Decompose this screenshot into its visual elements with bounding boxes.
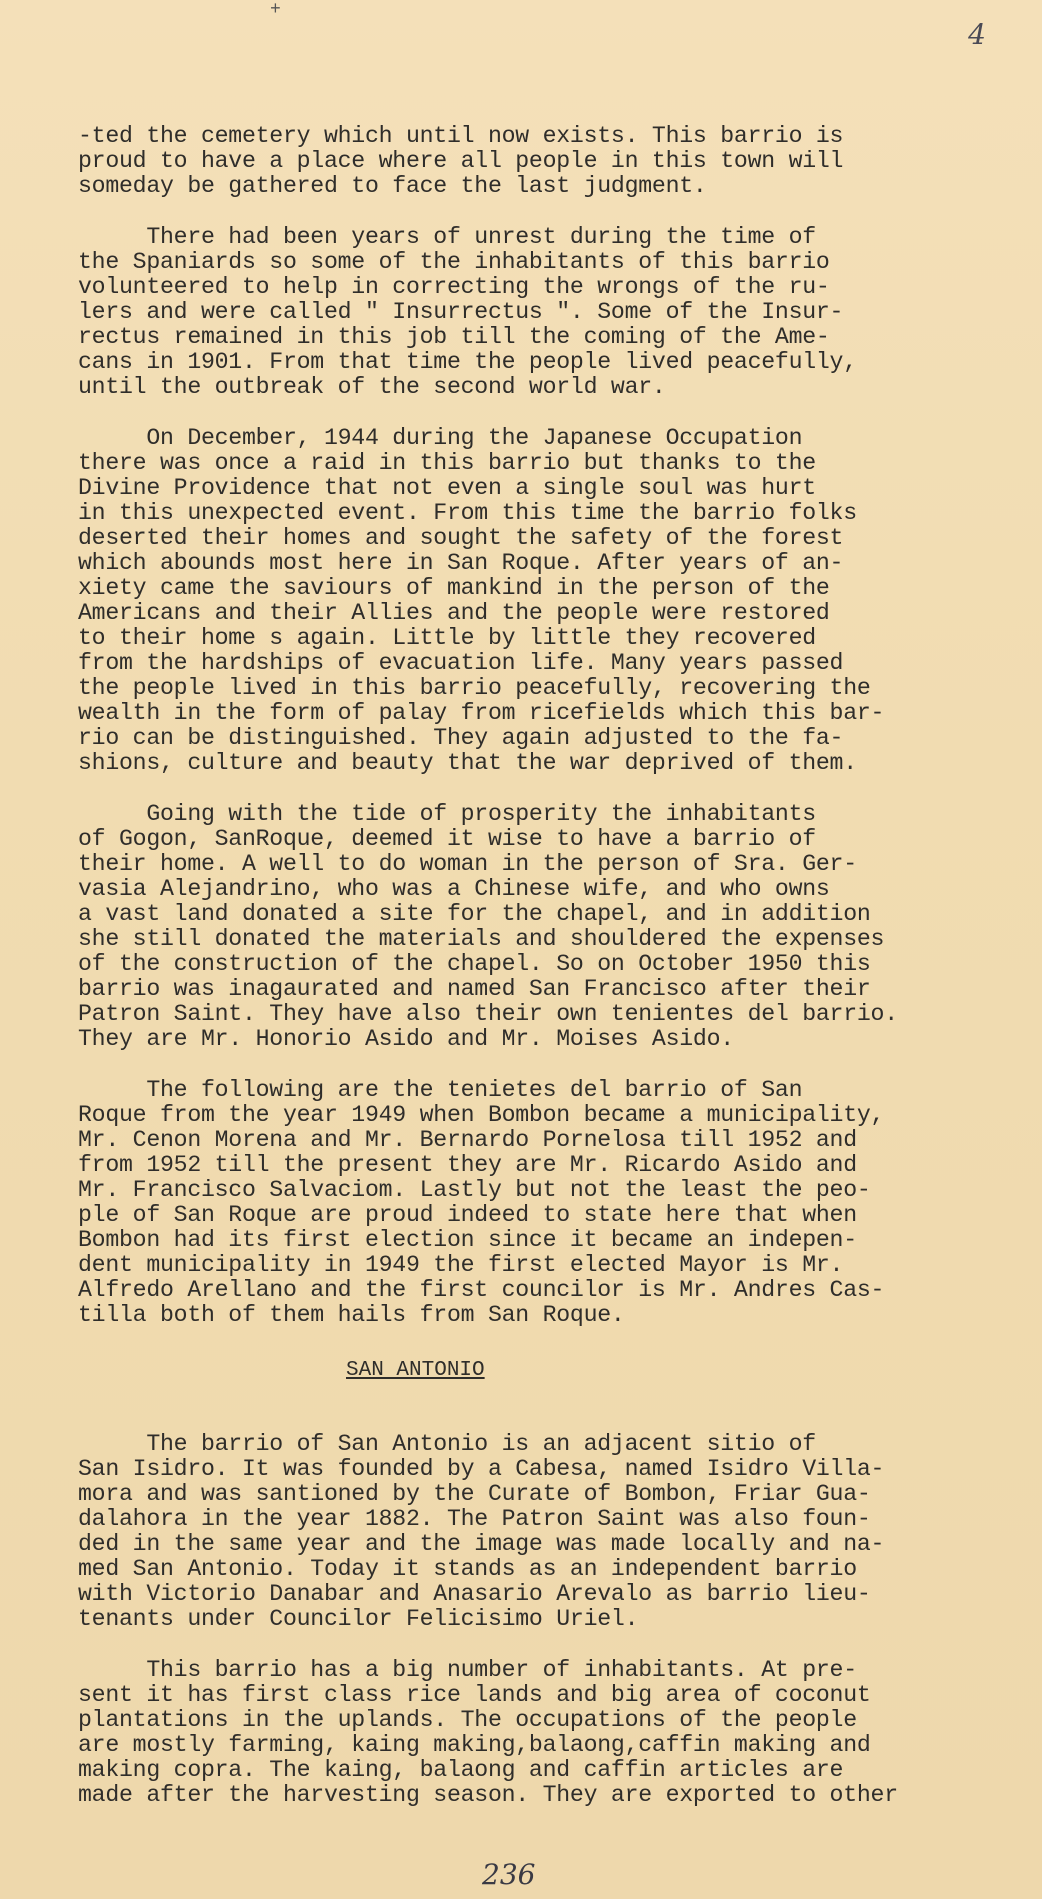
text-line: making copra. The kaing, balaong and caffin articles are bbox=[78, 1757, 844, 1783]
text-line: Mr. Cenon Morena and Mr. Bernardo Pornelosa till 1952 and bbox=[78, 1127, 857, 1153]
text-line: there was once a raid in this barrio but thanks to the bbox=[78, 450, 816, 476]
section-heading: SAN ANTONIO bbox=[346, 1359, 485, 1382]
text-line: the people lived in this barrio peacefully, recovering the bbox=[78, 675, 871, 701]
text-line: Going with the tide of prosperity the inhabitants bbox=[78, 801, 816, 827]
text-line: of the construction of the chapel. So on October 1950 this bbox=[78, 951, 871, 977]
text-line: cans in 1901. From that time the people lived peacefully, bbox=[78, 349, 857, 375]
text-line: Patron Saint. They have also their own tenientes del barrio. bbox=[78, 1001, 898, 1027]
text-line: mora and was santioned by the Curate of Bombon, Friar Gua- bbox=[78, 1481, 871, 1507]
text-line: dent municipality in 1949 the first elected Mayor is Mr. bbox=[78, 1252, 844, 1278]
text-line: proud to have a place where all people in this town will bbox=[78, 148, 844, 174]
top-margin-mark: + bbox=[270, 0, 281, 20]
paragraph-gap bbox=[78, 1052, 978, 1078]
text-line: Mr. Francisco Salvaciom. Lastly but not the least the peo- bbox=[78, 1177, 871, 1203]
text-line: until the outbreak of the second world war. bbox=[78, 374, 666, 400]
text-line: someday be gathered to face the last judgment. bbox=[78, 173, 707, 199]
text-line: There had been years of unrest during the time of bbox=[78, 224, 816, 250]
text-line: Alfredo Arellano and the first councilor is Mr. Andres Cas- bbox=[78, 1277, 885, 1303]
text-line: ple of San Roque are proud indeed to state here that when bbox=[78, 1202, 857, 1228]
text-line: tilla both of them hails from San Roque. bbox=[78, 1302, 625, 1328]
text-line: Bombon had its first election since it became an indepen- bbox=[78, 1227, 857, 1253]
text-line: San Isidro. It was founded by a Cabesa, named Isidro Villa- bbox=[78, 1456, 885, 1482]
paragraph-gap bbox=[78, 400, 978, 426]
text-line: sent it has first class rice lands and big area of coconut bbox=[78, 1682, 871, 1708]
text-line: -ted the cemetery which until now exists. This barrio is bbox=[78, 123, 844, 149]
page-number: 4 bbox=[968, 18, 986, 51]
paragraph bbox=[78, 802, 978, 1052]
text-line: barrio was inagaurated and named San Francisco after their bbox=[78, 976, 871, 1002]
text-line: On December, 1944 during the Japanese Occupation bbox=[78, 425, 803, 451]
document-body bbox=[78, 124, 978, 1808]
text-line: in this unexpected event. From this time the barrio folks bbox=[78, 500, 857, 526]
text-line: made after the harvesting season. They are exported to other bbox=[78, 1782, 898, 1808]
text-line: which abounds most here in San Roque. After years of an- bbox=[78, 550, 844, 576]
text-line: shions, culture and beauty that the war deprived of them. bbox=[78, 750, 857, 776]
text-line: They are Mr. Honorio Asido and Mr. Moises Asido. bbox=[78, 1026, 734, 1052]
paragraph-gap bbox=[78, 776, 978, 802]
text-line: volunteered to help in correcting the wrongs of the ru- bbox=[78, 274, 830, 300]
text-line: from 1952 till the present they are Mr. Ricardo Asido and bbox=[78, 1152, 857, 1178]
text-line: Roque from the year 1949 when Bombon became a municipality, bbox=[78, 1102, 885, 1128]
text-line: ded in the same year and the image was made locally and na- bbox=[78, 1531, 885, 1557]
text-line: the Spaniards so some of the inhabitants of this barrio bbox=[78, 249, 830, 275]
text-line: plantations in the uplands. The occupations of the people bbox=[78, 1707, 857, 1733]
text-line: Americans and their Allies and the people were restored bbox=[78, 600, 830, 626]
text-line: vasia Alejandrino, who was a Chinese wife, and who owns bbox=[78, 876, 830, 902]
text-line: tenants under Councilor Felicisimo Uriel. bbox=[78, 1606, 639, 1632]
paragraph bbox=[78, 426, 978, 776]
text-line: xiety came the saviours of mankind in the person of the bbox=[78, 575, 830, 601]
text-line: to their home s again. Little by little they recovered bbox=[78, 625, 816, 651]
text-line: rio can be distinguished. They again adjusted to the fa- bbox=[78, 725, 844, 751]
text-line: she still donated the materials and shouldered the expenses bbox=[78, 926, 885, 952]
paragraph bbox=[78, 225, 978, 400]
footer-page-number: 236 bbox=[482, 1858, 536, 1891]
text-line: The barrio of San Antonio is an adjacent sitio of bbox=[78, 1431, 816, 1457]
text-line: med San Antonio. Today it stands as an independent barrio bbox=[78, 1556, 857, 1582]
paragraph bbox=[78, 124, 978, 199]
paragraph-gap bbox=[78, 1632, 978, 1658]
text-line: rectus remained in this job till the coming of the Ame- bbox=[78, 324, 830, 350]
paragraph-gap bbox=[78, 1406, 978, 1432]
text-line: dalahora in the year 1882. The Patron Saint was also foun- bbox=[78, 1506, 871, 1532]
text-line: The following are the tenietes del barrio of San bbox=[78, 1077, 803, 1103]
text-line: their home. A well to do woman in the person of Sra. Ger- bbox=[78, 851, 857, 877]
text-line: with Victorio Danabar and Anasario Arevalo as barrio lieu- bbox=[78, 1581, 871, 1607]
paragraph bbox=[78, 1432, 978, 1632]
text-line: lers and were called " Insurrectus ". Some of the Insur- bbox=[78, 299, 844, 325]
paragraph bbox=[78, 1658, 978, 1808]
text-line: This barrio has a big number of inhabitants. At pre- bbox=[78, 1657, 857, 1683]
text-line: are mostly farming, kaing making,balaong,caffin making and bbox=[78, 1732, 871, 1758]
text-line: of Gogon, SanRoque, deemed it wise to have a barrio of bbox=[78, 826, 816, 852]
text-line: from the hardships of evacuation life. Many years passed bbox=[78, 650, 844, 676]
text-line: Divine Providence that not even a single soul was hurt bbox=[78, 475, 816, 501]
paragraph bbox=[78, 1078, 978, 1328]
text-line: wealth in the form of palay from ricefields which this bar- bbox=[78, 700, 885, 726]
text-line: deserted their homes and sought the safety of the forest bbox=[78, 525, 844, 551]
text-line: a vast land donated a site for the chapel, and in addition bbox=[78, 901, 871, 927]
section-heading-container bbox=[78, 1328, 978, 1406]
paragraph-gap bbox=[78, 199, 978, 225]
